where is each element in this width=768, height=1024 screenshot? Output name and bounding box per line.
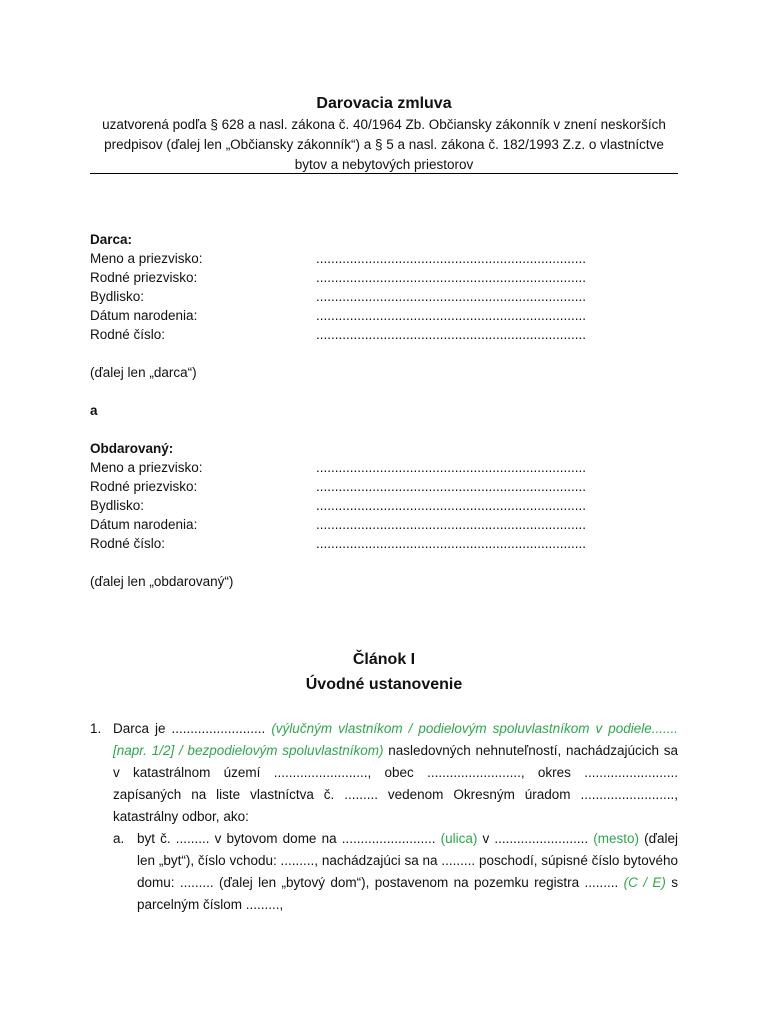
donor-field-birth-number <box>90 325 690 344</box>
donor-field-name <box>90 249 690 268</box>
donor-section <box>90 230 690 344</box>
field-value: ........................................................................ <box>316 498 587 513</box>
donee-field-birth-surname <box>90 477 690 496</box>
donee-field-birth-date <box>90 515 690 534</box>
clause-number: 1. <box>90 721 102 736</box>
city-hint: (mesto) <box>593 831 640 846</box>
field-value: ........................................................................ <box>316 536 587 551</box>
field-value: ........................................................................ <box>316 460 587 475</box>
article-title: Úvodné ustanovenie <box>305 676 463 693</box>
donor-field-address <box>90 287 690 306</box>
street-hint: (ulica) <box>440 831 478 846</box>
field-label: Dátum narodenia: <box>90 517 198 532</box>
donee-heading: Obdarovaný: <box>90 441 174 456</box>
donee-section <box>90 439 690 553</box>
field-value: ........................................................................ <box>316 517 587 532</box>
field-label: Rodné priezvisko: <box>90 270 198 285</box>
field-label: Bydlisko: <box>90 498 145 513</box>
field-label: Rodné priezvisko: <box>90 479 198 494</box>
item-a-text <box>137 828 678 916</box>
clause-text: Darca je ......................... <box>113 721 272 736</box>
field-value: ........................................................................ <box>316 479 587 494</box>
donee-field-name <box>90 458 690 477</box>
item-text: (ďalej len „byt“), číslo vchodu: ........., nachádzajúci sa na ......... poschodí, súpisné číslo bytového domu: ......... (ďalej len „bytový dom“), postavenom na pozemku registra ......... <box>137 831 678 890</box>
article-number: Článok I <box>352 651 416 668</box>
register-hint: (C / E) <box>623 875 666 890</box>
party-conjunction: a <box>90 403 98 418</box>
donee-field-address <box>90 496 690 515</box>
item-text: byt č. ......... v bytovom dome na ......................... <box>137 831 441 846</box>
field-value: ........................................................................ <box>316 251 587 266</box>
donor-heading: Darca: <box>90 232 133 247</box>
donee-alias: (ďalej len „obdarovaný“) <box>90 574 234 589</box>
item-letter: a. <box>113 831 125 846</box>
field-label: Meno a priezvisko: <box>90 251 203 266</box>
donor-alias: (ďalej len „darca“) <box>90 365 197 380</box>
field-value: ........................................................................ <box>316 289 587 304</box>
field-value: ........................................................................ <box>316 270 587 285</box>
field-label: Rodné číslo: <box>90 327 166 342</box>
document-title: Darovacia zmluva <box>316 95 452 112</box>
field-value: ........................................................................ <box>316 308 587 323</box>
field-label: Dátum narodenia: <box>90 308 198 323</box>
clause-1-text <box>113 718 678 828</box>
donor-field-birth-date <box>90 306 690 325</box>
field-label: Meno a priezvisko: <box>90 460 203 475</box>
header-divider <box>90 173 678 174</box>
clause-text: nasledovných nehnuteľností, nachádzajúcich sa v katastrálnom území ........................., obec ........................., okres ......................... zapísaných na liste vlastníctva č. ......... vedenom Okresným úradom ........................., katastrálny odbor, ako: <box>113 743 678 824</box>
document-subtitle: uzatvorená podľa § 628 a nasl. zákona č. 40/1964 Zb. Občiansky zákonník v znení neskorších predpisov (ďalej len „Občiansky zákonník“) a § 5 a nasl. zákona č. 182/1993 Z.z. o vlastníctve bytov a nebytových priestorov <box>102 117 666 172</box>
donor-field-birth-surname <box>90 268 690 287</box>
item-text: s parcelným číslom ........., <box>137 875 678 912</box>
field-value: ........................................................................ <box>316 327 587 342</box>
item-text: v ......................... <box>477 831 594 846</box>
donee-field-birth-number <box>90 534 690 553</box>
ownership-options: (výlučným vlastníkom / podielovým spoluvlastníkom v podiele....... [napr. 1/2] / bezpodielovým spoluvlastníkom) <box>113 721 678 758</box>
field-label: Rodné číslo: <box>90 536 166 551</box>
field-label: Bydlisko: <box>90 289 145 304</box>
